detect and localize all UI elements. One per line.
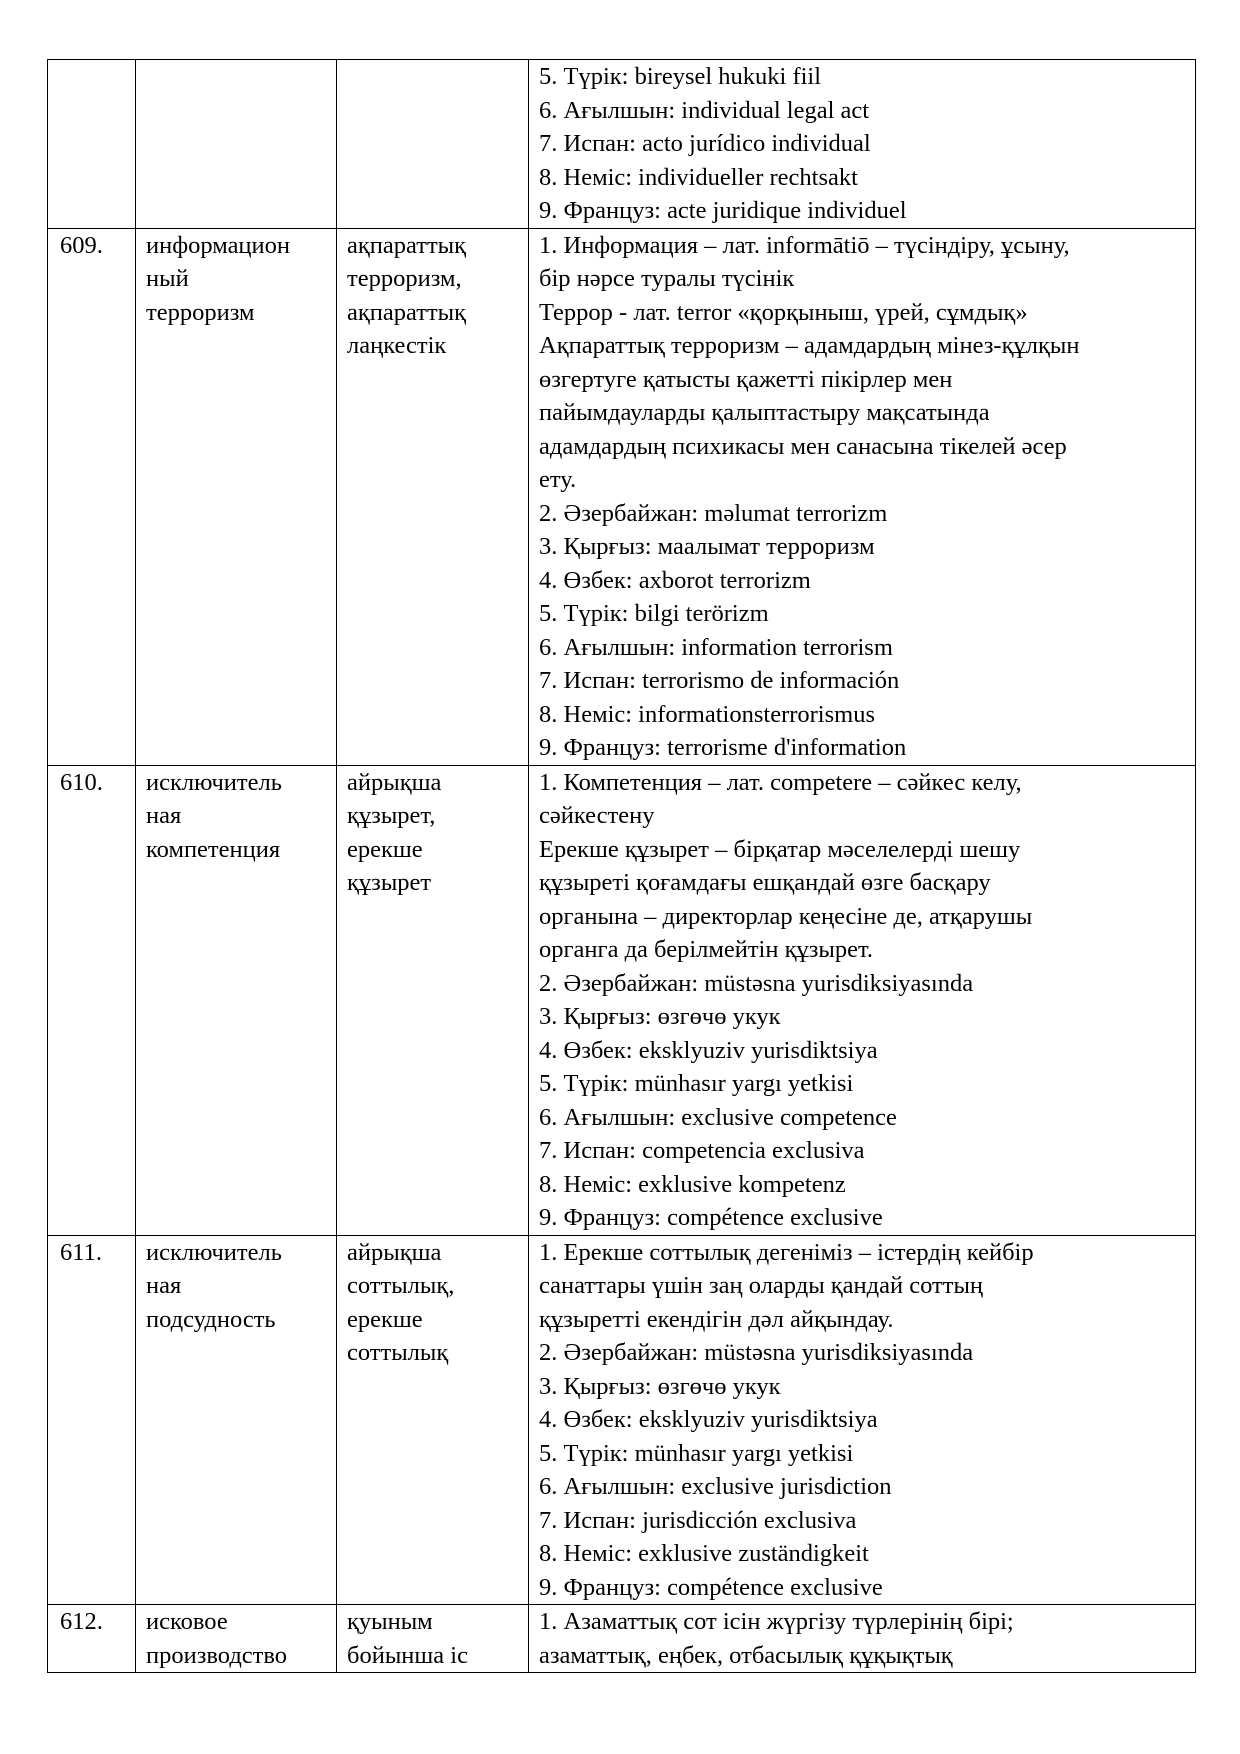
russian-term-line: исключитель <box>146 1238 282 1266</box>
definition-line: 6. Ағылшын: individual legal act <box>539 96 870 124</box>
definition-line: 9. Француз: terrorisme d'information <box>539 734 907 761</box>
definition-line: 6. Ағылшын: exclusive competence <box>539 1103 897 1131</box>
definition-line: бір нәрсе туралы түсінік <box>539 265 795 292</box>
definition-line: 8. Неміс: exklusive zuständigkeit <box>539 1540 869 1567</box>
definition-line: 1. Ерекше соттылық дегеніміз – істердің кейбір <box>539 1238 1034 1266</box>
russian-term-line: исключитель <box>146 768 282 796</box>
kazakh-term-line: айрықша <box>347 1238 442 1266</box>
kazakh-term-line: ерекше <box>347 1305 423 1333</box>
russian-term <box>136 765 337 1235</box>
definition-line: 3. Қырғыз: маалымат терроризм <box>539 533 875 560</box>
definition-line: 4. Өзбек: axborot terrorizm <box>539 566 811 594</box>
russian-term-line: исковое <box>146 1608 228 1635</box>
definition-line: 3. Қырғыз: өзгөчө укук <box>539 1003 781 1030</box>
definition-line: санаттары үшін заң оларды қандай соттың <box>539 1272 984 1299</box>
kazakh-term-line: құзырет <box>347 869 432 896</box>
definition-line: 2. Әзербайжан: müstəsna yurisdiksiyasında <box>539 1339 974 1366</box>
definition-line: 7. Испан: terrorismo de información <box>539 667 900 694</box>
definition-line: 8. Неміс: individueller rechtsakt <box>539 163 858 191</box>
kazakh-term-line: соттылық <box>347 1339 449 1366</box>
entry-number <box>48 60 136 229</box>
kazakh-term-line: лаңкестік <box>347 332 447 359</box>
definition <box>529 765 1196 1235</box>
definition-line: Террор - лат. terror «қорқыныш, үрей, сұмдық» <box>539 298 1028 326</box>
russian-term <box>136 1605 337 1673</box>
kazakh-term <box>337 1605 529 1673</box>
kazakh-term-line: айрықша <box>347 768 442 796</box>
kazakh-term <box>337 228 529 765</box>
definition-line: 5. Түрік: bilgi terörizm <box>539 600 769 627</box>
definition-line: пайымдауларды қалыптастыру мақсатында <box>539 399 990 426</box>
definition-line: адамдардың психикасы мен санасына тікелей әсер <box>539 432 1067 460</box>
entry-number: 609. <box>48 228 136 765</box>
russian-term <box>136 60 337 229</box>
definition-line: 8. Неміс: exklusive kompetenz <box>539 1170 846 1198</box>
russian-term-line: терроризм <box>146 298 255 326</box>
russian-term-line: ная <box>146 1272 182 1299</box>
definition-line: 8. Неміс: informationsterrorismus <box>539 700 875 728</box>
definition-line: органына – директорлар кеңесіне де, атқарушы <box>539 902 1033 930</box>
entry-number: 611. <box>48 1235 136 1605</box>
russian-term-line: информацион <box>146 231 291 259</box>
russian-term-line: производство <box>146 1641 288 1669</box>
definition-line: 3. Қырғыз: өзгөчө укук <box>539 1372 781 1400</box>
russian-term-line: ная <box>146 802 182 829</box>
definition-line: 7. Испан: competencia exclusiva <box>539 1137 865 1164</box>
kazakh-term-line: ақпараттық <box>347 231 467 259</box>
definition-line: ету. <box>539 466 577 493</box>
definition-line: азаматтық, еңбек, отбасылық құқықтық <box>539 1641 953 1669</box>
definition-line: 4. Өзбек: eksklyuziv yurisdiktsiya <box>539 1406 878 1433</box>
kazakh-term <box>337 1235 529 1605</box>
russian-term <box>136 228 337 765</box>
russian-term-line: компетенция <box>146 835 281 863</box>
kazakh-term-line: бойынша іс <box>347 1641 468 1669</box>
definition-line: құзыретті екендігін дәл айқындау. <box>539 1305 894 1333</box>
definition-line: 7. Испан: jurisdicción exclusiva <box>539 1506 857 1534</box>
table-row <box>48 1235 1196 1605</box>
definition-line: органга да берілмейтін құзырет. <box>539 936 873 963</box>
definition-line: 9. Француз: compétence exclusive <box>539 1204 883 1231</box>
definition-line: Ақпараттық терроризм – адамдардың мінез-құлқын <box>539 332 1080 359</box>
definition <box>529 228 1196 765</box>
definition-line: 1. Компетенция – лат. competere – сәйкес келу, <box>539 768 1022 796</box>
definition-line: 6. Ағылшын: exclusive jurisdiction <box>539 1473 892 1500</box>
definition-line: өзгертуге қатысты қажетті пікірлер мен <box>539 365 953 393</box>
definition <box>529 1235 1196 1605</box>
kazakh-term-line: ақпараттық <box>347 298 467 326</box>
definition-line: 9. Француз: compétence exclusive <box>539 1573 883 1601</box>
russian-term-line: подсудность <box>146 1305 276 1333</box>
definition-line: 2. Әзербайжан: məlumat terrorizm <box>539 499 888 527</box>
definition-line: 5. Түрік: bireysel hukuki fiil <box>539 63 822 90</box>
dictionary-table-body <box>48 60 1196 1673</box>
definition <box>529 1605 1196 1673</box>
definition-line: 2. Әзербайжан: müstəsna yurisdiksiyasında <box>539 969 974 997</box>
russian-term-line: ный <box>146 265 189 292</box>
kazakh-term-line: ерекше <box>347 835 423 863</box>
kazakh-term <box>337 60 529 229</box>
kazakh-term-line: терроризм, <box>347 265 462 292</box>
kazakh-term-line: соттылық, <box>347 1272 455 1299</box>
kazakh-term <box>337 765 529 1235</box>
definition-line: 7. Испан: acto jurídico individual <box>539 130 871 157</box>
kazakh-term-line: құзырет, <box>347 802 436 829</box>
russian-term <box>136 1235 337 1605</box>
definition-line: құзыреті қоғамдағы ешқандай өзге басқару <box>539 869 991 896</box>
table-row <box>48 765 1196 1235</box>
table-row <box>48 60 1196 229</box>
definition <box>529 60 1196 229</box>
definition-line: 5. Түрік: münhasır yargı yetkisi <box>539 1070 854 1097</box>
definition-line: 1. Азаматтық сот ісін жүргізу түрлерінің бірі; <box>539 1608 1014 1635</box>
definition-line: 6. Ағылшын: information terrorism <box>539 633 893 661</box>
kazakh-term-line: қуыным <box>347 1608 433 1635</box>
definition-line: 5. Түрік: münhasır yargı yetkisi <box>539 1439 854 1467</box>
entry-number: 612. <box>48 1605 136 1673</box>
definition-line: Ерекше құзырет – бірқатар мәселелерді шешу <box>539 835 1021 863</box>
dictionary-table <box>47 59 1196 1673</box>
definition-line: 4. Өзбек: eksklyuziv yurisdiktsiya <box>539 1036 878 1064</box>
definition-line: 1. Информация – лат. informātiō – түсіндіру, ұсыну, <box>539 231 1070 259</box>
definition-line: 9. Француз: acte juridique individuel <box>539 197 907 224</box>
entry-number: 610. <box>48 765 136 1235</box>
table-row <box>48 228 1196 765</box>
table-row <box>48 1605 1196 1673</box>
definition-line: сәйкестену <box>539 802 655 829</box>
